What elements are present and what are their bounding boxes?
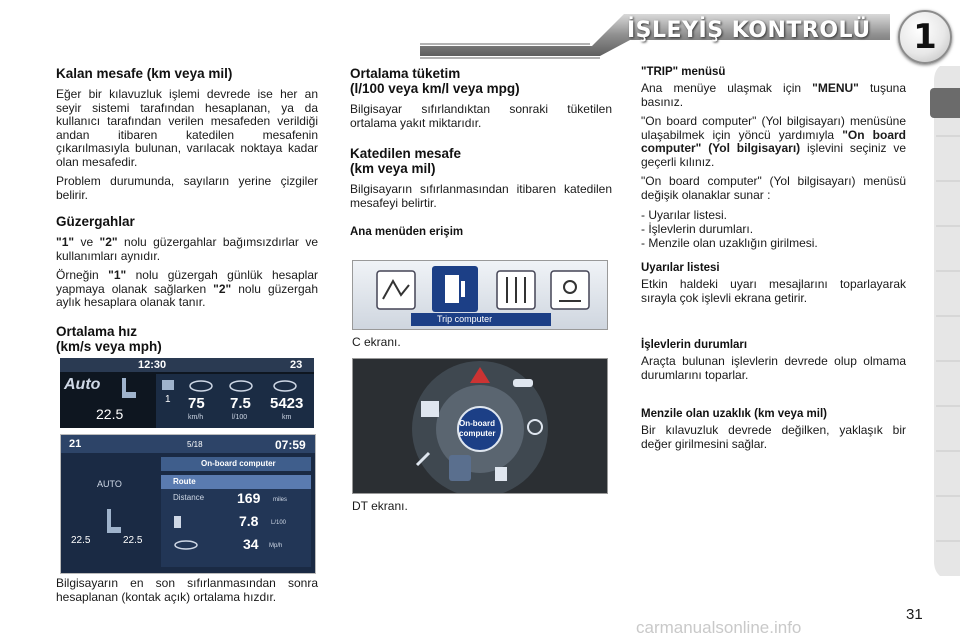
text: nolu güzergah günlük hesaplar yapmaya olanak sağlarken: [56, 268, 318, 296]
tools-icon[interactable]: [413, 449, 435, 469]
text: Örneğin: [56, 268, 109, 282]
section-title-average-speed: [56, 324, 318, 354]
car-distance-icon: [272, 378, 298, 392]
title-line: (km veya mil): [350, 161, 436, 176]
watermark: carmanualsonline.info: [636, 618, 802, 637]
section-title-routes: Güzergahlar: [56, 214, 135, 229]
row-label-distance: Distance: [173, 493, 205, 502]
chapter-side-strip: [930, 66, 960, 576]
c-screen: [352, 260, 608, 330]
navigation-icon[interactable]: [375, 269, 417, 311]
corner-readout: 23: [290, 359, 303, 371]
climate-icon[interactable]: [549, 269, 591, 311]
section-title-function-status: İşlevlerin durumları: [641, 339, 748, 351]
paragraph: Bilgisayarın sıfırlanmasından itibaren katedilen mesafeyi belirtir.: [350, 182, 612, 210]
bold-text: "1": [56, 235, 75, 249]
car-icon: [173, 539, 199, 551]
trip-item-icon[interactable]: [447, 453, 473, 483]
paragraph: Eğer bir kılavuzluk işlemi devrede ise her an seyir sistemi tarafından hesaplanan, ya da kullanıcı tarafından verilen mesafeden verildiği andan itibaren katedilen mesafenin çıkarılmasıyla bulunan, varılacak noktaya kadar olan mesafedir.: [56, 87, 318, 169]
warning-icon[interactable]: [468, 365, 492, 385]
row-consumption-value: 7.8: [239, 513, 259, 529]
panel-title: On-board computer: [201, 459, 276, 468]
text: Ana menüye ulaşmak için: [641, 81, 813, 95]
title-line: Ortalama hız: [56, 323, 138, 339]
row-distance-unit: miles: [273, 497, 288, 503]
car-speed-icon: [188, 378, 214, 392]
section-title-remaining-distance: Kalan mesafe (km veya mil): [56, 66, 233, 81]
text: tuşuna basınız.: [641, 81, 906, 109]
text: nolu güzergah aylık hesaplara olanak tanır.: [56, 281, 318, 309]
paragraph: Bir kılavuzluk devrede değilken, yaklaşık bir değer girilmesini sağlar.: [641, 423, 906, 451]
seat-icon: [116, 376, 138, 406]
caption-c-screen: C ekranı.: [352, 335, 401, 349]
bold-text: "2": [213, 281, 232, 296]
section-title-range-distance: Menzile olan uzaklık (km veya mil): [641, 408, 827, 420]
text: işlevini seçiniz ve geçerli kılınız.: [641, 141, 906, 169]
seat-icon: [101, 507, 123, 541]
list-item: - Uyarılar listesi.: [641, 208, 728, 222]
section-title-main-menu-access: Ana menüden erişim: [350, 226, 464, 238]
title-line: Katedilen mesafe: [350, 146, 462, 161]
distance-unit: km: [282, 414, 292, 421]
climate-mode: Auto: [64, 376, 101, 393]
section-title-average-consumption: [350, 66, 612, 96]
list-item: - Menzile olan uzaklığın girilmesi.: [641, 236, 818, 250]
climate-mode: AUTO: [97, 479, 122, 489]
row-label-route: Route: [173, 477, 196, 486]
paragraph: Bilgisayar sıfırlandıktan sonraki tüketilen ortalama yakıt miktarıdır.: [350, 102, 612, 130]
text: "On board computer" (Yol bilgisayarı) menüsüne ulaşabilmek için yöncü yardımıyla: [641, 114, 906, 142]
paragraph: [56, 236, 318, 263]
bold-text: "2": [99, 235, 118, 249]
title-line: Ortalama tüketim: [350, 66, 461, 81]
settings-icon[interactable]: [495, 269, 537, 311]
temperature-right: 22.5: [123, 535, 143, 546]
time-readout: 12:30: [138, 359, 167, 371]
section-title-distance-travelled: [350, 146, 612, 176]
section-title-trip-menu: "TRIP" menüsü: [641, 66, 726, 78]
nav-map-icon[interactable]: [419, 399, 441, 419]
consumption-unit: l/100: [232, 414, 248, 421]
settings-icon[interactable]: [525, 417, 545, 437]
speed-unit: km/h: [188, 414, 204, 421]
car-fuel-icon: [228, 378, 254, 392]
column-right: [641, 66, 906, 457]
bold-text: "On board computer" (Yol bilgisayarı): [641, 127, 906, 155]
distance-value: 5423: [270, 395, 304, 412]
row-speed-unit: Mp/h: [269, 543, 283, 549]
dt-screen: [352, 358, 608, 494]
section-title-warnings-list: Uyarılar listesi: [641, 262, 720, 274]
list-item: - İşlevlerin durumları.: [641, 222, 754, 236]
time-readout: 07:59: [275, 438, 306, 452]
outside-temp: 21: [69, 438, 82, 450]
temperature-readout: 22.5: [96, 406, 124, 422]
title-line: (km/s veya mph): [56, 338, 162, 354]
paragraph: Problem durumunda, sayıların yerine çizgiler belirir.: [56, 174, 318, 202]
dt-center-label-1: On-board: [459, 419, 495, 428]
temperature-left: 22.5: [71, 535, 91, 546]
paragraph: [641, 82, 906, 109]
chapter-number-badge: 1: [898, 10, 952, 64]
consumption-value: 7.5: [230, 395, 251, 412]
column-left: [56, 66, 318, 361]
caption-average-speed: Bilgisayarın en son sıfırlanmasından sonra hesaplanan (kontak açık) ortalama hızdır.: [56, 576, 318, 604]
bold-text: "1": [108, 268, 127, 282]
trip-computer-icon[interactable]: [431, 265, 479, 313]
text: ve: [74, 235, 100, 249]
paragraph: [641, 115, 906, 169]
paragraph: Araçta bulunan işlevlerin devrede olup olmama durumlarını toparlar.: [641, 354, 906, 382]
active-chapter-tab: [930, 88, 960, 118]
row-distance-value: 169: [237, 490, 261, 506]
options-list: [641, 208, 906, 250]
pump-icon[interactable]: [493, 465, 511, 483]
page-number: 31: [906, 606, 923, 623]
svg-text:1: 1: [165, 394, 171, 405]
caption-dt-screen: DT ekranı.: [352, 499, 408, 513]
selected-menu-label: Trip computer: [437, 314, 493, 324]
paragraph: [56, 269, 318, 310]
bold-text: "MENU": [812, 81, 859, 95]
title-line: (l/100 veya km/l veya mpg): [350, 81, 520, 96]
column-middle: [350, 66, 612, 242]
speed-value: 75: [188, 395, 205, 412]
onboard-computer-screen: [60, 434, 316, 574]
text: nolu güzergahlar bağımsızdırlar ve kullanımları aynıdır.: [56, 235, 318, 263]
row-speed-value: 34: [243, 536, 259, 552]
phone-icon[interactable]: [511, 375, 535, 391]
page-title: İŞLEYİŞ KONTROLÜ: [627, 18, 871, 43]
fuel-pump-icon: [173, 515, 183, 529]
paragraph: "On board computer" (Yol bilgisayarı) menüsü değişik olanaklar sunar :: [641, 174, 906, 202]
paragraph: Etkin haldeki uyarı mesajlarını toparlayarak sırayla çok işlevli ekrana getirir.: [641, 277, 906, 305]
status-bar: [60, 358, 314, 372]
date-readout: 5/18: [187, 440, 203, 449]
trip-display-screen: [60, 358, 314, 428]
dt-center-label-2: computer: [459, 429, 496, 438]
row-consumption-unit: L/100: [271, 520, 287, 526]
route-icon: [160, 378, 176, 406]
